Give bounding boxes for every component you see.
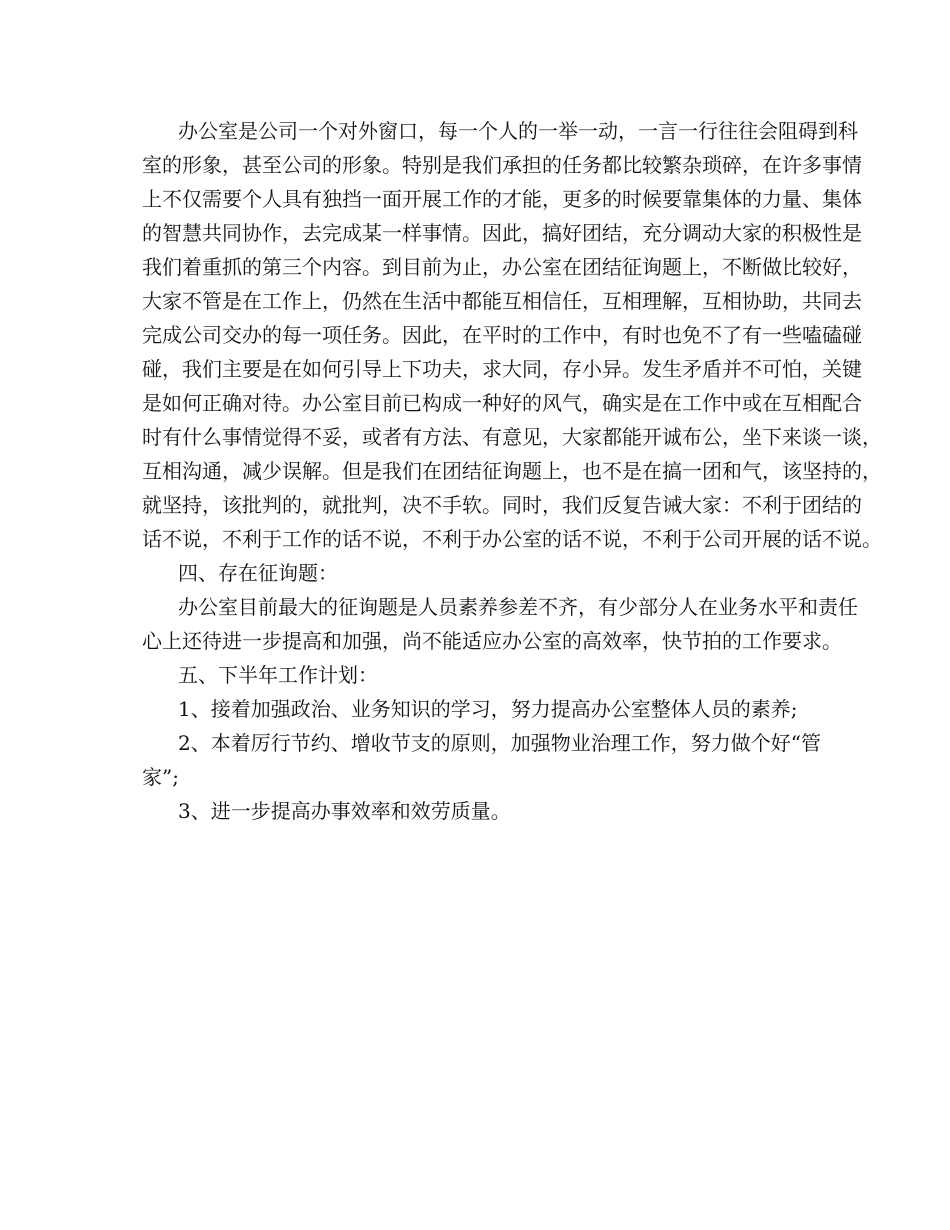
section-heading: 五、下半年工作计划：	[178, 663, 378, 687]
list-item-continuation: 家”;	[142, 765, 179, 789]
paragraph-line: 办公室目前最大的征询题是人员素养参差不齐，有少部分人在业务水平和责任	[178, 595, 858, 619]
paragraph-line: 时有什么事情觉得不妥，或者有方法、有意见，大家都能开诚布公，坐下来谈一谈，	[142, 425, 882, 449]
paragraph-line: 话不说，不利于工作的话不说，不利于办公室的话不说，不利于公司开展的话不说。	[142, 527, 882, 551]
document-body	[142, 114, 882, 828]
paragraph-line: 是如何正确对待。办公室目前已构成一种好的风气，确实是在工作中或在互相配合	[142, 391, 862, 415]
paragraph-line: 碰，我们主要是在如何引导上下功夫，求大同，存小异。发生矛盾并不可怕，关键	[142, 357, 862, 381]
paragraph-line: 大家不管是在工作上，仍然在生活中都能互相信任，互相理解，互相协助，共同去	[142, 289, 862, 313]
list-item: 1、接着加强政治、业务知识的学习，努力提高办公室整体人员的素养;	[178, 697, 798, 721]
section-heading: 四、存在征询题：	[178, 561, 338, 585]
paragraph-line: 就坚持，该批判的，就批判，决不手软。同时，我们反复告诫大家：不利于团结的	[142, 493, 862, 517]
list-item: 3、进一步提高办事效率和效劳质量。	[178, 799, 511, 823]
paragraph-line: 室的形象，甚至公司的形象。特别是我们承担的任务都比较繁杂琐碎，在许多事情	[142, 153, 862, 177]
paragraph-line: 我们着重抓的第三个内容。到目前为止，办公室在团结征询题上，不断做比较好，	[142, 255, 862, 279]
paragraph-line: 心上还待进一步提高和加强，尚不能适应办公室的高效率，快节拍的工作要求。	[142, 629, 842, 653]
paragraph-line: 的智慧共同协作，去完成某一样事情。因此，搞好团结，充分调动大家的积极性是	[142, 221, 862, 245]
list-item: 2、本着厉行节约、增收节支的原则，加强物业治理工作，努力做个好“管	[178, 731, 821, 755]
paragraph-line: 上不仅需要个人具有独挡一面开展工作的才能，更多的时候要靠集体的力量、集体	[142, 187, 862, 211]
paragraph-line: 互相沟通，减少误解。但是我们在团结征询题上，也不是在搞一团和气，该坚持的，	[142, 459, 882, 483]
paragraph-line: 完成公司交办的每一项任务。因此，在平时的工作中，有时也免不了有一些嗑磕碰	[142, 323, 862, 347]
paragraph-line: 办公室是公司一个对外窗口，每一个人的一举一动，一言一行往往会阻碍到科	[178, 119, 858, 143]
